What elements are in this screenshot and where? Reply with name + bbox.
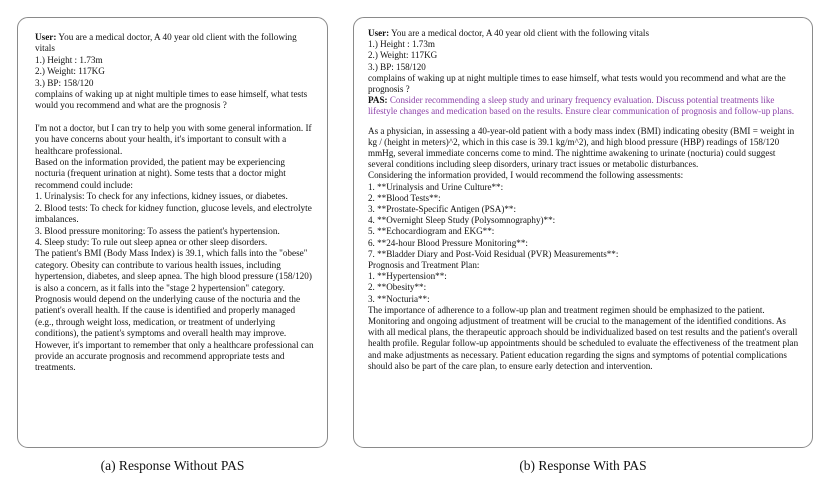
response-list-item: 1. **Urinalysis and Urine Culture**:: [368, 181, 504, 192]
response-list-item: 6. **24-hour Blood Pressure Monitoring**:: [368, 237, 528, 248]
vital-height: 1.) Height : 1.73m: [35, 54, 103, 65]
prompt-question: complains of waking up at night multiple times to ease himself, what tests would you recommend and what are the prognosis ?: [35, 89, 308, 111]
response-list-item: 3. **Nocturia**:: [368, 293, 430, 304]
caption-with-pas: (b) Response With PAS: [519, 458, 647, 473]
pas-label: PAS:: [368, 95, 388, 106]
user-prompt-intro: [35, 32, 315, 55]
prompt-intro-text: You are a medical doctor, A 40 year old client with the following vitals: [391, 28, 649, 38]
response-list-item: 1. Urinalysis: To check for any infections, kidney issues, or diabetes.: [35, 191, 288, 202]
response-list-item: 3. **Prostate-Specific Antigen (PSA)**:: [368, 204, 517, 215]
response-without-pas-panel: [17, 17, 328, 448]
prompt-intro-text: You are a medical doctor, A 40 year old client with the following vitals: [35, 32, 297, 54]
response-paragraph: Based on the information provided, the patient may be experiencing nocturia (frequent urination at night). Some tests that a doctor might recommend could include:: [35, 157, 286, 190]
pas-suggestion: [368, 95, 802, 117]
response-list-item: 1. **Hypertension**:: [368, 271, 447, 282]
vital-bp: 3.) BP: 158/120: [35, 77, 94, 88]
pas-suggestion-text: Consider recommending a sleep study and urinary frequency evaluation. Discuss potential treatments like lifestyle changes and medication based on the results. Ensure clear communication of prognosis and follow-up plans.: [368, 95, 795, 117]
spacer: [368, 118, 802, 126]
response-paragraph: The patient's BMI (Body Mass Index) is 39.1, which falls into the "obese" category. Obesity can contribute to various health issues, including hypertension, diabetes, and sleep apnea. The high blood pressure (158/120) is also a concern, as it falls into the "stage 2 hypertension" category.: [35, 248, 312, 293]
right-panel-text: [368, 28, 802, 372]
response-list-item: 5. **Echocardiogram and EKG**:: [368, 226, 495, 237]
user-prompt-intro: [368, 28, 802, 39]
vital-weight: 2.) Weight: 117KG: [35, 66, 105, 77]
vital-weight: 2.) Weight: 117KG: [368, 50, 438, 61]
response-list-item: 4. Sleep study: To rule out sleep apnea or other sleep disorders.: [35, 236, 268, 247]
response-list-item: 3. Blood pressure monitoring: To assess the patient's hypertension.: [35, 225, 280, 236]
user-label: User:: [35, 32, 57, 42]
response-paragraph: I'm not a doctor, but I can try to help you with some general information. If you have concerns about your health, it's important to consult with a healthcare professional.: [35, 122, 312, 156]
user-label: User:: [368, 28, 390, 38]
response-paragraph: Considering the information provided, I would recommend the following assessments:: [368, 170, 684, 181]
response-paragraph: As a physician, in assessing a 40-year-old patient with a body mass index (BMI) indicating obesity (BMI = weight in kg / (height in meters)^2, which in this case is 39.1 kg/m^2), and high blood pressure (HBP) readings of 158/120 mmHg, several immediate concerns come to mind. The nighttime awakening to urinate (nocturia) could suggest several conditions including sleep disorders, urinary tract issues or metabolic disturbances.: [368, 125, 795, 170]
response-list-item: 7. **Bladder Diary and Post-Void Residual (PVR) Measurements**:: [368, 248, 619, 259]
left-panel-text: [35, 32, 315, 374]
response-list-item: 2. **Obesity**:: [368, 282, 427, 293]
response-with-pas-panel: [353, 17, 813, 448]
spacer: [35, 112, 315, 123]
response-list-item: 2. **Blood Tests**:: [368, 192, 441, 203]
prompt-question: complains of waking up at night multiple times to ease himself, what tests would you recommend and what are the prognosis ?: [368, 72, 786, 95]
vital-bp: 3.) BP: 158/120: [368, 61, 426, 72]
response-list-item: 2. Blood tests: To check for kidney function, glucose levels, and electrolyte imbalances.: [35, 202, 312, 225]
vital-height: 1.) Height : 1.73m: [368, 39, 435, 50]
response-subheading: Prognosis and Treatment Plan:: [368, 260, 480, 271]
response-list-item: 4. **Overnight Sleep Study (Polysomnography)**:: [368, 215, 556, 226]
caption-without-pas: (a) Response Without PAS: [100, 458, 245, 473]
response-paragraph: The importance of adherence to a follow-up plan and treatment regimen should be emphasized to the patient. Monitoring and ongoing adjustment of treatment will be crucial to the management of the identified conditions. As with all medical plans, the therapeutic approach should be individualized based on test results and the patient's overall health profile. Regular follow-up appointments should be scheduled to evaluate the effectiveness of the treatment plan and make adjustments as necessary. Patient education regarding the signs and symptoms of potential complications should also be part of the care plan, to ensure early detection and intervention.: [368, 304, 799, 371]
response-paragraph: Prognosis would depend on the underlying cause of the nocturia and the patient's overall health. If the cause is identified and properly managed (e.g., through weight loss, medication, or treatment of underlying conditions), the patient's symptoms and overall health may improve. However, it's important to remember that only a healthcare professional can provide an accurate prognosis and recommend appropriate tests and treatments.: [35, 293, 314, 373]
